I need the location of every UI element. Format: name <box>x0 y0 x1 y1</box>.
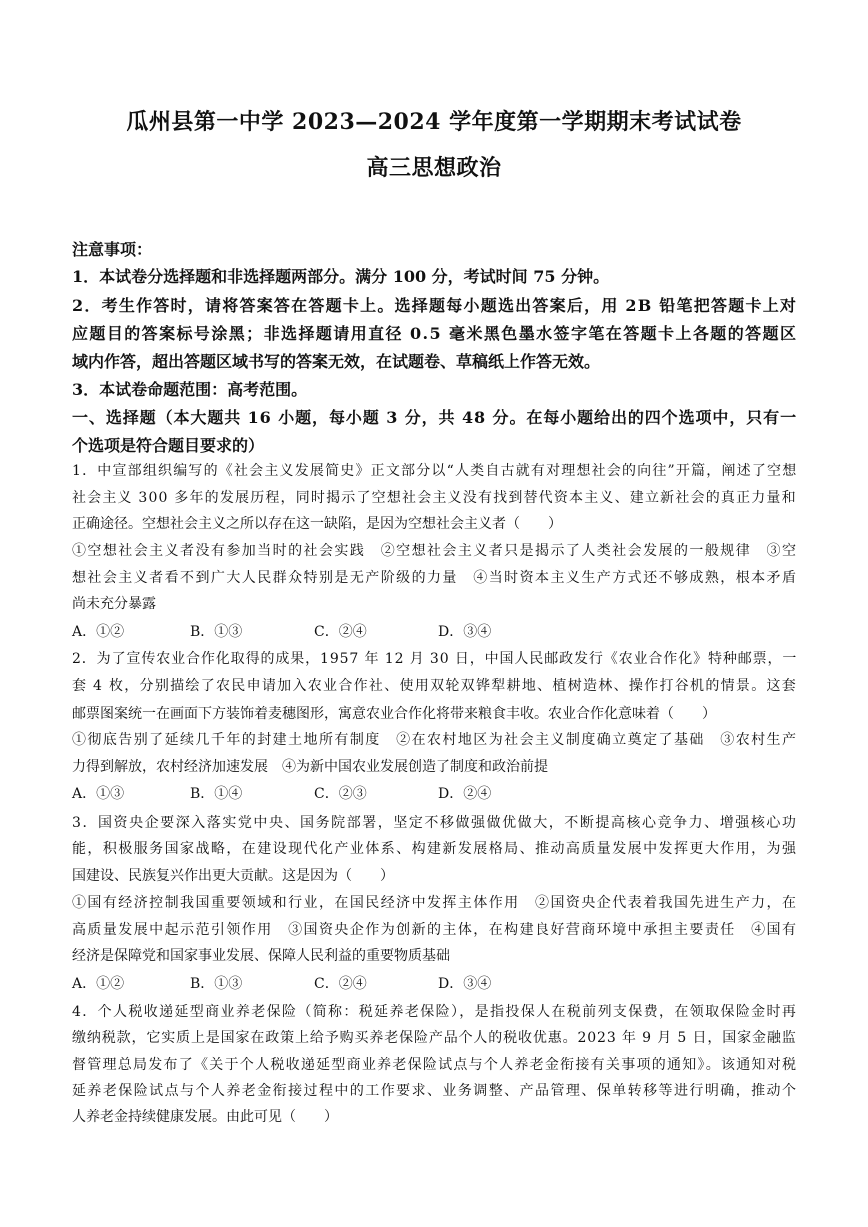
question-3-text-line: 3．国资央企要深入落实党中央、国务院部署，坚定不移做强做优做大，不断提高核心竞争力、增强核心功 <box>72 815 798 831</box>
notice-item: 应题目的答案标号涂黑；非选择题请用直径 0.5 毫米黑色墨水签字笔在答题卡上各题的答题区 <box>72 324 798 343</box>
question-3-text-line: ①国有经济控制我国重要领域和行业，在国民经济中发挥主体作用 ②国资央企代表着我国先进生产力，在 <box>72 895 798 911</box>
question-4-text-line: 督管理总局发布了《关于个人税收递延型商业养老保险试点与个人养老金衔接有关事项的通知》。该通知对税 <box>72 1057 798 1073</box>
question-2-text-line: ①彻底告别了延续几千年的封建土地所有制度 ②在农村地区为社会主义制度确立奠定了基础 ③农村生产 <box>72 732 798 748</box>
question-1-text-line: 社会主义 300 多年的发展历程，同时揭示了空想社会主义没有找到替代资本主义、建立新社会的真正力量和 <box>72 490 797 506</box>
question-3-option-c: C．②④ <box>314 976 367 992</box>
question-1-text-line: 正确途径。空想社会主义之所以存在这一缺陷，是因为空想社会主义者（ ） <box>72 516 562 532</box>
notice-item: 1．本试卷分选择题和非选择题两部分。满分 100 分，考试时间 75 分钟。 <box>72 267 610 286</box>
question-4-text-line: 4．个人税收递延型商业养老保险（简称：税延养老保险），是指投保人在税前列支保费，在领取保险金时再 <box>72 1004 798 1020</box>
exam-subject: 高三思想政治 <box>366 155 502 181</box>
question-2-option-d: D．②④ <box>438 786 492 802</box>
section-heading: 个选项是符合题目要求的） <box>72 436 265 455</box>
question-3-text-line: 能，积极服务国家战略，在建设现代化产业体系、构建新发展格局、推动高质量发展中发挥更大作用，为强 <box>72 841 798 857</box>
question-2-option-c: C．②③ <box>314 786 367 802</box>
question-2-text-line: 邮票图案统一在画面下方装饰着麦穗图形，寓意农业合作化将带来粮食丰收。农业合作化意味着（ ） <box>72 706 716 722</box>
exam-title: 瓜州县第一中学 2023—2024 学年度第一学期期末考试试卷 <box>126 109 742 135</box>
question-4-text-line: 延养老保险试点与个人养老金衔接过程中的工作要求、业务调整、产品管理、保单转移等进行明确，推动个 <box>72 1083 798 1099</box>
question-2-text-line: 2．为了宣传农业合作化取得的成果，1957 年 12 月 30 日，中国人民邮政发行《农业合作化》特种邮票，一 <box>72 651 798 667</box>
question-3-option-a: A．①② <box>72 976 125 992</box>
notice-item: 3．本试卷命题范围：高考范围。 <box>72 380 308 399</box>
question-1-option-d: D．③④ <box>438 624 492 640</box>
question-1-option-b: B．①③ <box>190 624 243 640</box>
question-3-option-b: B．①③ <box>190 976 243 992</box>
question-4-text-line: 人养老金持续健康发展。由此可见（ ） <box>72 1109 338 1125</box>
question-1-text-line: 想社会主义者看不到广大人民群众特别是无产阶级的力量 ④当时资本主义生产方式还不够成熟，根本矛盾 <box>72 570 798 586</box>
question-1-option-a: A．①② <box>72 624 125 640</box>
notice-heading: 注意事项： <box>72 240 153 259</box>
question-1-text-line: 尚未充分暴露 <box>72 596 156 612</box>
question-1-text-line: 1．中宣部组织编写的《社会主义发展简史》正文部分以“人类自古就有对理想社会的向往”开篇，阐述了空想 <box>72 463 798 479</box>
question-1-option-c: C．②④ <box>314 624 367 640</box>
question-3-option-d: D．③④ <box>438 976 492 992</box>
notice-item: 2．考生作答时，请将答案答在答题卡上。选择题每小题选出答案后，用 2B 铅笔把答题卡上对 <box>72 296 798 315</box>
question-4-text-line: 缴纳税款，它实质上是国家在政策上给予购买养老保险产品个人的税收优惠。2023 年 9 月 5 日，国家金融监 <box>72 1030 797 1046</box>
question-1-text-line: ①空想社会主义者没有参加当时的社会实践 ②空想社会主义者只是揭示了人类社会发展的一般规律 ③空 <box>72 543 798 559</box>
question-3-text-line: 国建设、民族复兴作出更大贡献。这是因为（ ） <box>72 868 394 884</box>
question-3-text-line: 高质量发展中起示范引领作用 ③国资央企作为创新的主体，在构建良好营商环境中承担主要责任 ④国有 <box>72 922 798 938</box>
question-2-text-line: 套 4 枚，分别描绘了农民申请加入农业合作社、使用双轮双铧犁耕地、植树造林、操作打谷机的情景。这套 <box>72 678 798 694</box>
question-2-text-line: 力得到解放，农村经济加速发展 ④为新中国农业发展创造了制度和政治前提 <box>72 759 548 775</box>
question-3-text-line: 经济是保障党和国家事业发展、保障人民利益的重要物质基础 <box>72 948 450 964</box>
notice-item: 域内作答，超出答题区域书写的答案无效，在试题卷、草稿纸上作答无效。 <box>72 352 601 371</box>
question-2-option-a: A．①③ <box>72 786 125 802</box>
question-2-option-b: B．①④ <box>190 786 243 802</box>
section-heading: 一、选择题（本大题共 16 小题，每小题 3 分，共 48 分。在每小题给出的四个选项中，只有一 <box>72 408 798 427</box>
